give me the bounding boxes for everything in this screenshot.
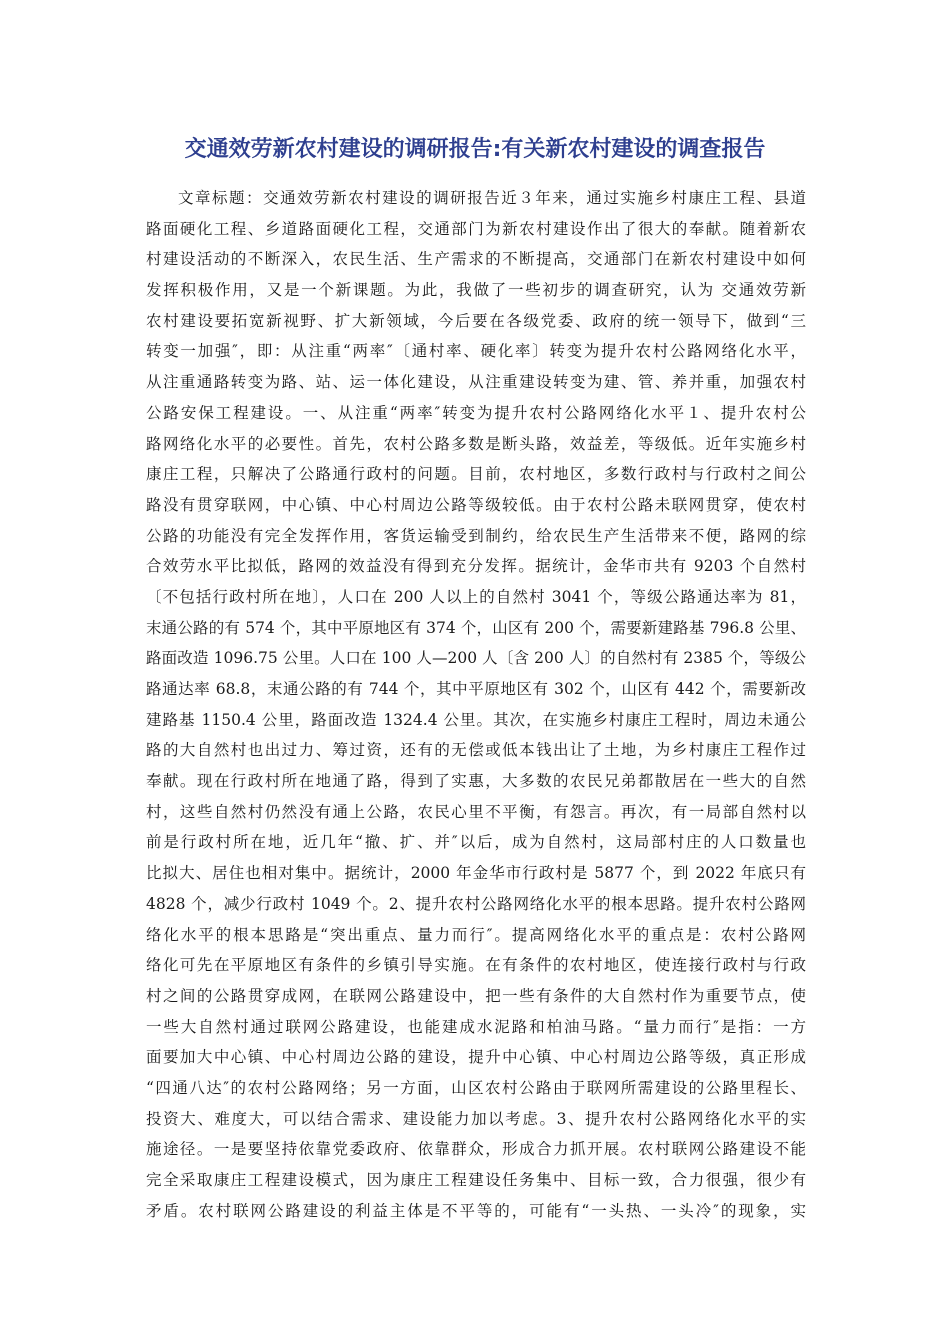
- paragraph-line: “四通八达″的农村公路网络；另一方面，山区农村公路由于联网所需建设的公路里程长、: [146, 1078, 806, 1097]
- article-body: [146, 183, 806, 1226]
- paragraph-line: 发挥积极作用，又是一个新课题。为此，我做了一些初步的调查研究，认为 交通效劳新: [146, 281, 806, 300]
- paragraph-line: 路网络化水平的必要性。首先，农村公路多数是断头路，效益差，等级低。近年实施乡村: [146, 434, 806, 453]
- paragraph-line: 村建设活动的不断深入，农民生活、生产需求的不断提高，交通部门在新农村建设中如何: [146, 250, 806, 269]
- paragraph-line: 建路基 1150.4 公里，路面改造 1324.4 公里。其次，在实施乡村康庄工程时，周边未通公: [146, 710, 806, 729]
- paragraph-line: 合效劳水平比拟低，路网的效益没有得到充分发挥。据统计，金华市共有 9203 个自然村: [146, 557, 806, 576]
- paragraph-line: 比拟大、居住也相对集中。据统计，2000 年金华市行政村是 5877 个，到 2022 年底只有: [146, 864, 806, 883]
- paragraph-line: 施途径。一是要坚持依靠党委政府、依靠群众，形成合力抓开展。农村联网公路建设不能: [146, 1140, 806, 1159]
- paragraph-line: 村，这些自然村仍然没有通上公路，农民心里不平衡，有怨言。再次，有一局部自然村以: [146, 802, 806, 821]
- paragraph-line: 面要加大中心镇、中心村周边公路的建设，提升中心镇、中心村周边公路等级，真正形成: [146, 1048, 806, 1067]
- paragraph-line: 路的大自然村也出过力、筹过资，还有的无偿或低本钱出让了土地，为乡村康庄工程作过: [146, 741, 806, 760]
- paragraph-line: 农村建设要拓宽新视野、扩大新领域，今后要在各级党委、政府的统一领导下，做到“三: [146, 311, 806, 330]
- paragraph-line: 4828 个，减少行政村 1049 个。2、提升农村公路网络化水平的根本思路。提升农村公路网: [146, 894, 806, 913]
- paragraph-line: 村之间的公路贯穿成网，在联网公路建设中，把一些有条件的大自然村作为重要节点，使: [146, 986, 806, 1005]
- paragraph-line: 〔不包括行政村所在地〕，人口在 200 人以上的自然村 3041 个，等级公路通达率为 81，: [146, 587, 806, 606]
- paragraph-line: 络化可先在平原地区有条件的乡镇引导实施。在有条件的农村地区，使连接行政村与行政: [146, 956, 806, 975]
- paragraph-line: 路面改造 1096.75 公里。人口在 100 人—200 人〔含 200 人〕的自然村有 2385 个，等级公: [146, 649, 806, 668]
- paragraph-line: 康庄工程，只解决了公路通行政村的问题。目前，农村地区，多数行政村与行政村之间公: [146, 465, 806, 484]
- paragraph-line: 矛盾。农村联网公路建设的利益主体是不平等的，可能有“一头热、一头冷″的现象，实: [146, 1201, 806, 1220]
- paragraph-line: 一些大自然村通过联网公路建设，也能建成水泥路和柏油马路。“量力而行″是指：一方: [146, 1017, 806, 1036]
- paragraph-line: 络化水平的根本思路是“突出重点、量力而行″。提高网络化水平的重点是：农村公路网: [146, 925, 806, 944]
- paragraph-line: 末通公路的有 574 个，其中平原地区有 374 个，山区有 200 个，需要新建路基 796.8 公里、: [146, 618, 806, 637]
- paragraph-line: 路通达率 68.8，末通公路的有 744 个，其中平原地区有 302 个，山区有 442 个，需要新改: [146, 680, 806, 698]
- paragraph-line: 公路的功能没有完全发挥作用，客货运输受到制约，给农民生产生活带来不便，路网的综: [146, 526, 806, 545]
- paragraph-line: 完全采取康庄工程建设模式，因为康庄工程建设任务集中、目标一致，合力很强，很少有: [146, 1171, 806, 1189]
- paragraph-line: 公路安保工程建设。一、从注重“两率″转变为提升农村公路网络化水平１、提升农村公: [146, 403, 806, 422]
- page-title: 交通效劳新农村建设的调研报告:有关新农村建设的调查报告: [184, 137, 766, 162]
- paragraph-line: 路没有贯穿联网，中心镇、中心村周边公路等级较低。由于农村公路未联网贯穿，使农村: [146, 495, 806, 514]
- paragraph-line: 从注重通路转变为路、站、运一体化建设，从注重建设转变为建、管、养并重，加强农村: [146, 373, 806, 392]
- paragraph-line: 文章标题：交通效劳新农村建设的调研报告近３年来，通过实施乡村康庄工程、县道: [178, 189, 806, 207]
- paragraph-line: 转变一加强″，即：从注重“两率″〔通村率、硬化率〕转变为提升农村公路网络化水平，: [146, 342, 806, 361]
- paragraph-line: 投资大、难度大，可以结合需求、建设能力加以考虑。3、提升农村公路网络化水平的实: [146, 1109, 806, 1128]
- paragraph-line: 前是行政村所在地，近几年“撤、扩、并″以后，成为自然村，这局部村庄的人口数量也: [146, 833, 806, 852]
- paragraph-line: 路面硬化工程、乡道路面硬化工程，交通部门为新农村建设作出了很大的奉献。随着新农: [146, 219, 806, 238]
- paragraph-line: 奉献。现在行政村所在地通了路，得到了实惠，大多数的农民兄弟都散居在一些大的自然: [146, 772, 806, 791]
